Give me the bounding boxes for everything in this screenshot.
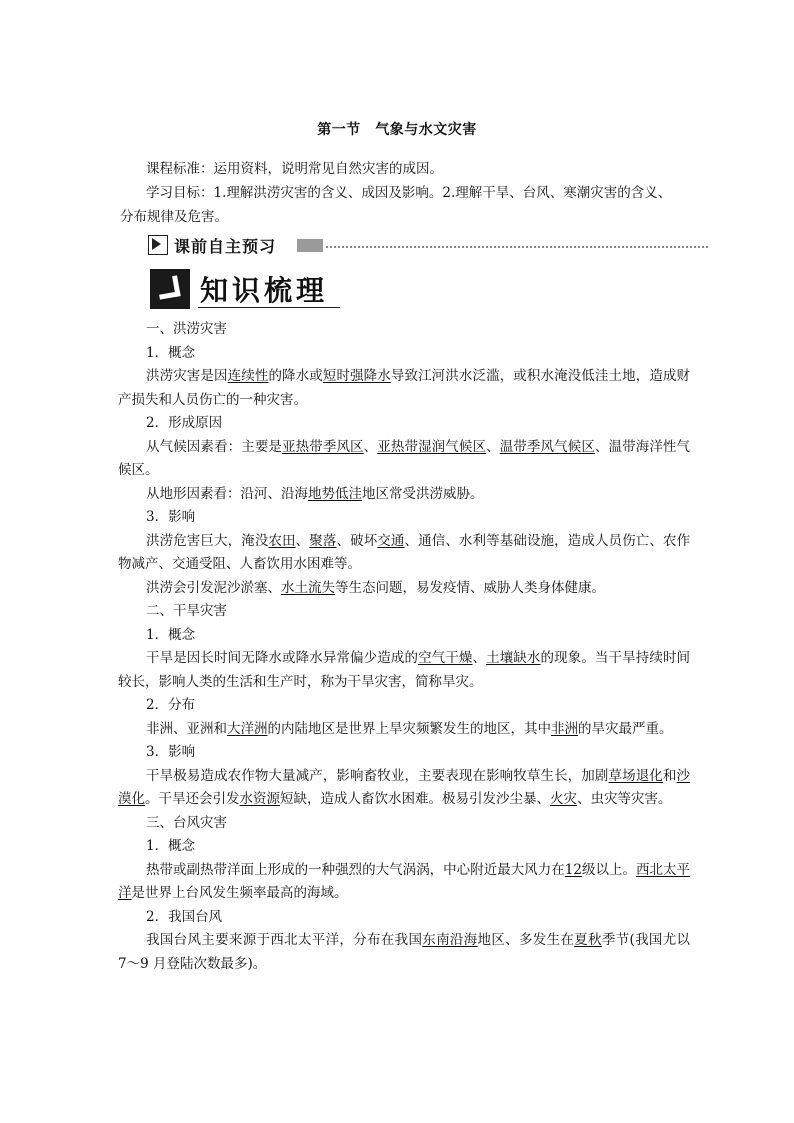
paragraph: 我国台风主要来源于西北太平洋，分布在我国东南沿海地区、多发生在夏秋季节(我国尤以 7～9 月登陆次数最多)。 (118, 932, 691, 972)
subheading: 1．概念 (146, 838, 196, 854)
paragraph: 干旱极易造成农作物大量减产，影响畜牧业，主要表现在影响牧草生长，加剧草场退化和沙漠化。干旱还会引发水资源短缺，造成人畜饮水困难。极易引发沙尘暴、火灾、虫灾等灾害。 (118, 767, 691, 807)
section-banner (146, 233, 708, 259)
subheading: 2．分布 (146, 697, 196, 713)
knowledge-heading (150, 267, 340, 311)
lesson-meta (120, 157, 706, 229)
paragraph: 热带或副热带洋面上形成的一种强烈的大气涡涡，中心附近最大风力在12级以上。西北太平洋是世界上台风发生频率最高的海域。 (118, 861, 691, 901)
learning-goal-line-1: 学习目标：1.理解洪涝灾害的含义、成因及影响。2.理解干旱、台风、寒潮灾害的含义、 (146, 185, 672, 201)
subheading: 1．概念 (146, 626, 196, 643)
section-heading: 三、台风灾害 (146, 814, 227, 831)
subheading: 3．影响 (146, 509, 196, 525)
content-body (118, 318, 690, 976)
page-title: 第一节 气象与水文灾害 (317, 122, 477, 138)
section-heading: 二、干旱灾害 (146, 603, 227, 619)
banner-label: 课前自主预习 (174, 237, 277, 256)
paragraph: 洪涝会引发泥沙淤塞、水土流失等生态问题，易发疫情、威胁人类身体健康。 (146, 579, 605, 596)
knowledge-underline (198, 307, 340, 308)
paragraph: 非洲、亚洲和大洋洲的内陆地区是世界上旱灾频繁发生的地区，其中非洲的旱灾最严重。 (146, 720, 673, 737)
learning-goal-line-2: 分布规律及危害。 (120, 209, 228, 225)
play-icon (152, 238, 161, 250)
subheading: 3．影响 (146, 744, 196, 760)
knowledge-label: 知识梳理 (200, 274, 329, 307)
subheading: 1．概念 (146, 344, 196, 361)
paragraph: 洪涝灾害是因连续性的降水或短时强降水导致江河洪水泛滥，或积水淹没低洼土地，造成财产损失和人员伤亡的一种灾害。 (118, 368, 691, 408)
section-heading: 一、洪涝灾害 (146, 321, 227, 337)
banner-dotted-line (326, 246, 708, 248)
arrow-icon (150, 269, 190, 309)
paragraph: 从地形因素看：沿河、沿海地势低洼地区常受洪涝威胁。 (146, 485, 484, 502)
subheading: 2．形成原因 (146, 415, 223, 431)
course-standard: 课程标准：运用资料，说明常见自然灾害的成因。 (146, 161, 443, 177)
paragraph: 干旱是因长时间无降水或降水异常偏少造成的空气干燥、土壤缺水的现象。当干旱持续时间较长，影响人类的生活和生产时，称为干旱灾害，简称旱灾。 (118, 650, 691, 690)
banner-bar (297, 239, 323, 252)
paragraph: 洪涝危害巨大，淹没农田、聚落、破坏交通、通信、水利等基础设施，造成人员伤亡、农作物减产、交通受阻、人畜饮用水困难等。 (118, 532, 691, 572)
paragraph: 从气候因素看：主要是亚热带季风区、亚热带湿润气候区、温带季风气候区、温带海洋性气候区。 (118, 438, 691, 478)
subheading: 2．我国台风 (146, 908, 223, 925)
